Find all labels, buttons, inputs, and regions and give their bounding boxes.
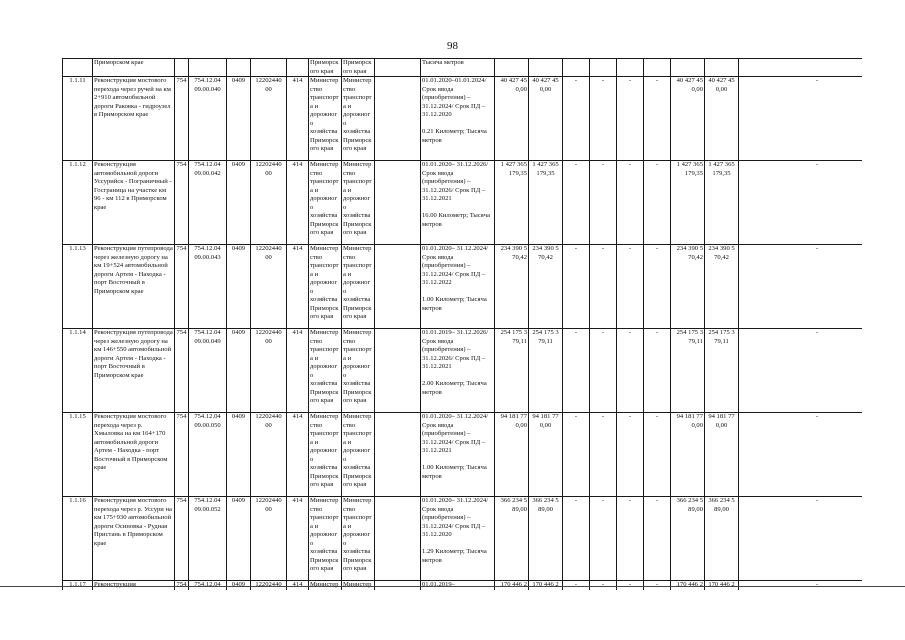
cell-total2: 234 390 5 70,42	[529, 245, 563, 329]
cell-last	[739, 497, 863, 581]
cell-id: 1.1.12	[63, 161, 93, 245]
cell-section: 0409	[227, 581, 251, 591]
cell-csr: 12202440 00	[251, 413, 287, 497]
cell-empty	[375, 245, 421, 329]
spacer	[422, 372, 493, 381]
cell-section: 0409	[227, 329, 251, 413]
cell-org-a: Министер ство транспорт а и дорожног о хозяйства Приморск ого края	[309, 413, 342, 497]
page-number: 98	[447, 40, 458, 52]
dash-mark: -	[628, 161, 632, 168]
cell-org-b: Министер ство транспорт а и дорожног о хозяйства Приморск ого края	[342, 413, 375, 497]
cell-total: 40 427 45 0,00	[495, 77, 529, 161]
cell-vr: 414	[287, 161, 309, 245]
cell-d4	[644, 413, 671, 497]
cell-target: 754.12.04 09.00.049	[189, 329, 227, 413]
cell-name: Реконструкция автомобильной дороги Уссурийск - Пограничный - Госграница на участке км 96 - км 112 в Приморском крае	[93, 161, 175, 245]
dash-mark: -	[655, 161, 659, 168]
cell-d1	[563, 161, 590, 245]
dash-mark: -	[628, 245, 632, 252]
cell-csr: 12202440	[251, 581, 287, 591]
cell-name: Приморском крае	[93, 59, 175, 77]
period-text: 01.01.2020–01.01.2024/ Срок ввода (приобретения) – 31.12.2024/ Срок ПД – 31.12.2020	[422, 77, 487, 118]
cell-grbs: 754	[175, 161, 189, 245]
cell-period	[421, 161, 495, 245]
cell-d3	[617, 413, 644, 497]
cell-d2	[590, 245, 617, 329]
cell-d1	[563, 329, 590, 413]
dash-mark: -	[601, 497, 605, 504]
cell-org-b: Приморск ого края	[342, 59, 375, 77]
capacity-text: 1.00 Километр; Тысяча метров	[422, 296, 487, 312]
spacer	[422, 288, 493, 297]
spacer	[422, 120, 493, 129]
cell-csr: 12202440 00	[251, 77, 287, 161]
cell-d1	[563, 59, 590, 77]
dash-mark: -	[601, 245, 605, 252]
cell-vr: 414	[287, 77, 309, 161]
cell-org-a: Министер ство транспорт а и дорожног о хозяйства Приморск ого края	[309, 245, 342, 329]
cell-name: Реконструкция	[93, 581, 175, 591]
cell-total: 94 181 77 0,00	[495, 413, 529, 497]
dash-mark: -	[815, 245, 819, 252]
cell-d2	[590, 59, 617, 77]
cell-sum: 366 234 5 89,00	[671, 497, 705, 581]
cell-sum: 234 390 5 70,42	[671, 245, 705, 329]
cell-id: 1.1.11	[63, 77, 93, 161]
cell-last	[739, 245, 863, 329]
capacity-text: 2.00 Километр; Тысяча метров	[422, 380, 487, 396]
cell-grbs: 754	[175, 245, 189, 329]
dash-mark: -	[815, 581, 819, 588]
cell-name: Реконструкция путепровода через железную дорогу на км 19+524 автомобильной дороги Артем - Находка - порт Восточный в Приморском крае	[93, 245, 175, 329]
cell-sum2: 1 427 365 179,35	[705, 161, 739, 245]
cell-section: 0409	[227, 245, 251, 329]
cell-section: 0409	[227, 497, 251, 581]
dash-mark: -	[601, 77, 605, 84]
cell-sum2	[705, 59, 739, 77]
cell-d1	[563, 245, 590, 329]
dash-mark: -	[815, 161, 819, 168]
cell-period	[421, 413, 495, 497]
cell-period	[421, 497, 495, 581]
cell-period	[421, 77, 495, 161]
cell-grbs: 754	[175, 329, 189, 413]
period-text: 01.01.2019–	[422, 581, 455, 588]
table-row	[63, 161, 863, 245]
dash-mark: -	[815, 329, 819, 336]
cell-sum2: 366 234 5 89,00	[705, 497, 739, 581]
cell-period	[421, 329, 495, 413]
cell-last	[739, 329, 863, 413]
dash-mark: -	[574, 245, 578, 252]
cell-empty	[375, 161, 421, 245]
dash-mark: -	[628, 497, 632, 504]
cell-d4	[644, 161, 671, 245]
capacity-text: 1.29 Километр; Тысяча метров	[422, 548, 487, 564]
cell-org-b: Министер ство транспорт а и дорожног о хозяйства Приморск ого края	[342, 497, 375, 581]
cell-sum: 170 446 2	[671, 581, 705, 591]
table-row	[63, 245, 863, 329]
cell-id: 1.1.16	[63, 497, 93, 581]
cell-d2	[590, 413, 617, 497]
page-bottom-rule	[0, 586, 905, 587]
cell-grbs: 754	[175, 413, 189, 497]
cell-sum2: 40 427 45 0,00	[705, 77, 739, 161]
cell-name: Реконструкция мостового перехода через р. Хмыловка на км 164+170 автомобильной дороги Артем - Находка - порт Восточный в Приморском крае	[93, 413, 175, 497]
dash-mark: -	[574, 581, 578, 588]
capacity-text: 1.00 Километр; Тысяча метров	[422, 464, 487, 480]
table-row	[63, 329, 863, 413]
cell-vr: 414	[287, 413, 309, 497]
cell-d4	[644, 77, 671, 161]
dash-mark: -	[628, 77, 632, 84]
dash-mark: -	[574, 413, 578, 420]
period-text: 01.01.2020– 31.12.2026/ Срок ввода (приобретения) – 31.12.2026/ Срок ПД – 31.12.2021	[422, 161, 489, 202]
cell-name: Реконструкция мостового перехода через р. Уссури на км 175+930 автомобильной дороги Осиновка - Рудная Пристань в Приморском крае	[93, 497, 175, 581]
cell-target	[189, 59, 227, 77]
cell-vr: 414	[287, 497, 309, 581]
cell-id: 1.1.17	[63, 581, 93, 591]
dash-mark: -	[655, 581, 659, 588]
dash-mark: -	[601, 161, 605, 168]
dash-mark: -	[574, 161, 578, 168]
table-row	[63, 77, 863, 161]
cell-total	[495, 59, 529, 77]
cell-csr	[251, 59, 287, 77]
cell-org-a: Приморск ого края	[309, 59, 342, 77]
cell-org-b: Министер ство транспорт а и дорожног о хозяйства Приморск ого края	[342, 329, 375, 413]
dash-mark: -	[601, 329, 605, 336]
cell-total: 1 427 365 179,35	[495, 161, 529, 245]
dash-mark: -	[628, 413, 632, 420]
cell-total2	[529, 59, 563, 77]
dash-mark: -	[815, 413, 819, 420]
spacer	[422, 204, 493, 213]
cell-unit: Тысяча метров	[421, 59, 495, 77]
cell-grbs: 754	[175, 581, 189, 591]
cell-target: 754.12.04 09.00.052	[189, 497, 227, 581]
cell-empty	[375, 329, 421, 413]
cell-last	[739, 413, 863, 497]
cell-total2: 170 446 2	[529, 581, 563, 591]
cell-last	[739, 161, 863, 245]
cell-total2: 94 181 77 0,00	[529, 413, 563, 497]
investment-objects-table	[62, 58, 862, 590]
cell-d1	[563, 77, 590, 161]
cell-target: 754.12.04	[189, 581, 227, 591]
cell-vr: 414	[287, 329, 309, 413]
table-row-continuation	[63, 59, 863, 77]
cell-org-a: Министер ство транспорт а и дорожног о хозяйства Приморск ого края	[309, 329, 342, 413]
cell-csr: 12202440 00	[251, 161, 287, 245]
cell-org-b: Министер ство транспорт а и дорожног о хозяйства Приморск ого края	[342, 161, 375, 245]
cell-csr: 12202440 00	[251, 329, 287, 413]
cell-target: 754.12.04 09.00.042	[189, 161, 227, 245]
cell-id: 1.1.15	[63, 413, 93, 497]
cell-d3	[617, 245, 644, 329]
cell-d1	[563, 413, 590, 497]
cell-period	[421, 245, 495, 329]
cell-section	[227, 59, 251, 77]
period-text: 01.01.2020– 31.12.2024/ Срок ввода (приобретения) – 31.12.2024/ Срок ПД – 31.12.2022	[422, 245, 489, 286]
cell-sum: 40 427 45 0,00	[671, 77, 705, 161]
cell-org-b: Министер ство транспорт а и дорожног о хозяйства Приморск ого края	[342, 245, 375, 329]
cell-id: 1.1.14	[63, 329, 93, 413]
cell-sum2: 170 446 2	[705, 581, 739, 591]
cell-vr: 414	[287, 581, 309, 591]
cell-grbs	[175, 59, 189, 77]
cell-vr	[287, 59, 309, 77]
cell-total2: 254 175 3 79,11	[529, 329, 563, 413]
dash-mark: -	[655, 413, 659, 420]
cell-d2	[590, 161, 617, 245]
capacity-text: 0.21 Километр; Тысяча метров	[422, 128, 487, 144]
period-text: 01.01.2019– 31.12.2026/ Срок ввода (приобретения) – 31.12.2026/ Срок ПД – 31.12.2021	[422, 329, 489, 370]
cell-d4	[644, 497, 671, 581]
period-text: 01.01.2020– 31.12.2024/ Срок ввода (приобретения) – 31.12.2024/ Срок ПД – 31.12.2020	[422, 497, 489, 538]
cell-sum2: 234 390 5 70,42	[705, 245, 739, 329]
dash-mark: -	[655, 77, 659, 84]
cell-section: 0409	[227, 161, 251, 245]
cell-empty	[375, 413, 421, 497]
cell-grbs: 754	[175, 77, 189, 161]
cell-org-a: Министер ство транспорт а и дорожног о хозяйства Приморск ого края	[309, 77, 342, 161]
cell-sum: 1 427 365 179,35	[671, 161, 705, 245]
period-text: 01.01.2020– 31.12.2024/ Срок ввода (приобретения) – 31.12.2024/ Срок ПД – 31.12.2021	[422, 413, 489, 454]
cell-section: 0409	[227, 77, 251, 161]
cell-org-a: Министер	[309, 581, 342, 591]
cell-id: 1.1.13	[63, 245, 93, 329]
cell-total2: 1 427 365 179,35	[529, 161, 563, 245]
cell-d3	[617, 59, 644, 77]
cell-total: 254 175 3 79,11	[495, 329, 529, 413]
dash-mark: -	[655, 245, 659, 252]
cell-d2	[590, 497, 617, 581]
dash-mark: -	[574, 497, 578, 504]
cell-empty	[375, 77, 421, 161]
cell-d3	[617, 77, 644, 161]
table-row	[63, 497, 863, 581]
dash-mark: -	[601, 581, 605, 588]
cell-empty	[375, 59, 421, 77]
cell-d2	[590, 77, 617, 161]
cell-total2: 366 234 5 89,00	[529, 497, 563, 581]
budget-table-sheet	[62, 58, 862, 590]
cell-name: Реконструкция мостового перехода через ручей на км 2+910 автомобильной дороги Раковка - гидроузел в Приморском крае	[93, 77, 175, 161]
dash-mark: -	[628, 329, 632, 336]
cell-last	[739, 59, 863, 77]
cell-csr: 12202440 00	[251, 245, 287, 329]
cell-total2: 40 427 45 0,00	[529, 77, 563, 161]
cell-d3	[617, 161, 644, 245]
cell-d3	[617, 329, 644, 413]
cell-name: Реконструкция путепровода через железную дорогу на км 146+550 автомобильной дороги Артем - Находка - порт Восточный в Приморском крае	[93, 329, 175, 413]
cell-org-b: Министер ство транспорт а и дорожног о хозяйства Приморск ого края	[342, 77, 375, 161]
cell-sum2: 254 175 3 79,11	[705, 329, 739, 413]
cell-org-a: Министер ство транспорт а и дорожног о хозяйства Приморск ого края	[309, 497, 342, 581]
cell-empty	[375, 497, 421, 581]
cell-id	[63, 59, 93, 77]
cell-target: 754.12.04 09.00.040	[189, 77, 227, 161]
dash-mark: -	[655, 329, 659, 336]
dash-mark: -	[628, 581, 632, 588]
capacity-text: 16.00 Километр; Тысяча метров	[422, 212, 491, 228]
cell-d4	[644, 59, 671, 77]
cell-d4	[644, 329, 671, 413]
cell-d2	[590, 329, 617, 413]
cell-target: 754.12.04 09.00.050	[189, 413, 227, 497]
cell-sum	[671, 59, 705, 77]
cell-vr: 414	[287, 245, 309, 329]
cell-total: 170 446 2	[495, 581, 529, 591]
cell-total: 366 234 5 89,00	[495, 497, 529, 581]
cell-d1	[563, 497, 590, 581]
cell-d3	[617, 497, 644, 581]
cell-org-b: Министер	[342, 581, 375, 591]
cell-total: 234 390 5 70,42	[495, 245, 529, 329]
dash-mark: -	[655, 497, 659, 504]
dash-mark: -	[815, 77, 819, 84]
cell-org-a: Министер ство транспорт а и дорожног о хозяйства Приморск ого края	[309, 161, 342, 245]
cell-sum2: 94 181 77 0,00	[705, 413, 739, 497]
dash-mark: -	[574, 329, 578, 336]
dash-mark: -	[815, 497, 819, 504]
cell-last	[739, 77, 863, 161]
cell-sum: 94 181 77 0,00	[671, 413, 705, 497]
cell-csr: 12202440 00	[251, 497, 287, 581]
cell-d4	[644, 245, 671, 329]
cell-grbs: 754	[175, 497, 189, 581]
spacer	[422, 456, 493, 465]
cell-sum: 254 175 3 79,11	[671, 329, 705, 413]
cell-target: 754.12.04 09.00.043	[189, 245, 227, 329]
dash-mark: -	[601, 413, 605, 420]
cell-section: 0409	[227, 413, 251, 497]
spacer	[422, 540, 493, 549]
dash-mark: -	[574, 77, 578, 84]
table-row	[63, 413, 863, 497]
